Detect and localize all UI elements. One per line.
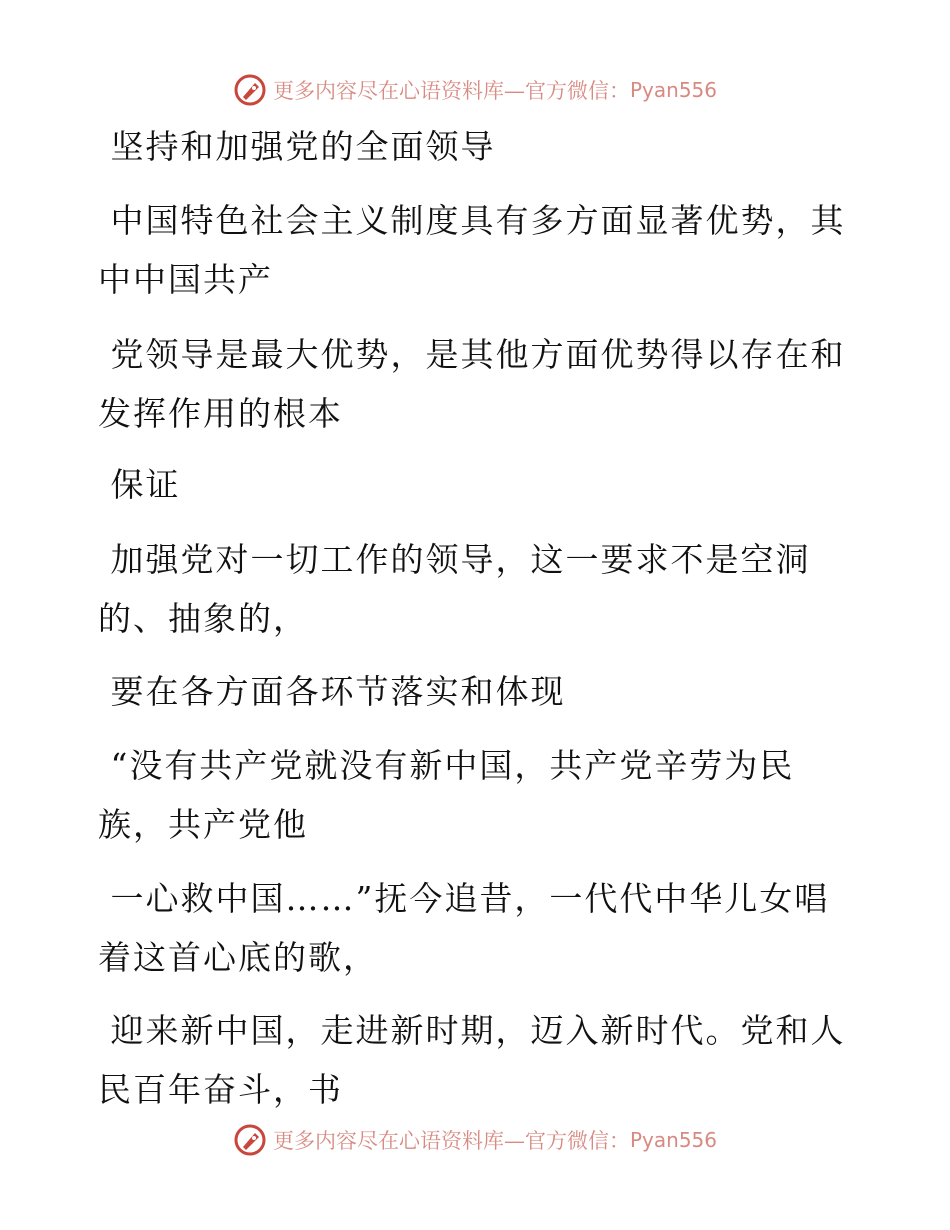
- text-line: 发挥作用的根本: [98, 394, 343, 433]
- text-line: 着这首心底的歌，: [98, 938, 378, 977]
- text-line: 要在各方面各环节落实和体现: [98, 672, 566, 711]
- text-line: 中国特色社会主义制度具有多方面显著优势，其: [98, 201, 846, 240]
- text-line: 党领导是最大优势，是其他方面优势得以存在和: [98, 335, 846, 374]
- text-line: 加强党对一切工作的领导，这一要求不是空洞: [98, 540, 811, 579]
- watermark-text: 更多内容尽在心语资料库—官方微信：: [272, 1129, 630, 1153]
- text-line: 迎来新中国，走进新时期，迈入新时代。党和人: [98, 1011, 846, 1050]
- text-line: 保证: [98, 465, 181, 504]
- text-line: 坚持和加强党的全面领导: [98, 127, 496, 166]
- text-line: 民百年奋斗，书: [98, 1070, 343, 1109]
- text-line: 族，共产党他: [98, 805, 308, 844]
- footer-watermark: [0, 1120, 950, 1160]
- text-line: 一心救中国……”抚今追昔，一代代中华儿女唱: [98, 879, 830, 918]
- watermark-code: Pyan556: [629, 78, 717, 102]
- pen-nib-circle-icon: [233, 1123, 267, 1157]
- pen-nib-circle-icon: [233, 73, 267, 107]
- watermark-code: Pyan556: [629, 1128, 717, 1152]
- header-watermark: [0, 70, 950, 110]
- text-line: 的、抽象的，: [98, 599, 308, 638]
- watermark-text: 更多内容尽在心语资料库—官方微信：: [272, 79, 630, 103]
- text-line: 中中国共产: [98, 260, 273, 299]
- text-line: “没有共产党就没有新中国，共产党辛劳为民: [98, 746, 795, 785]
